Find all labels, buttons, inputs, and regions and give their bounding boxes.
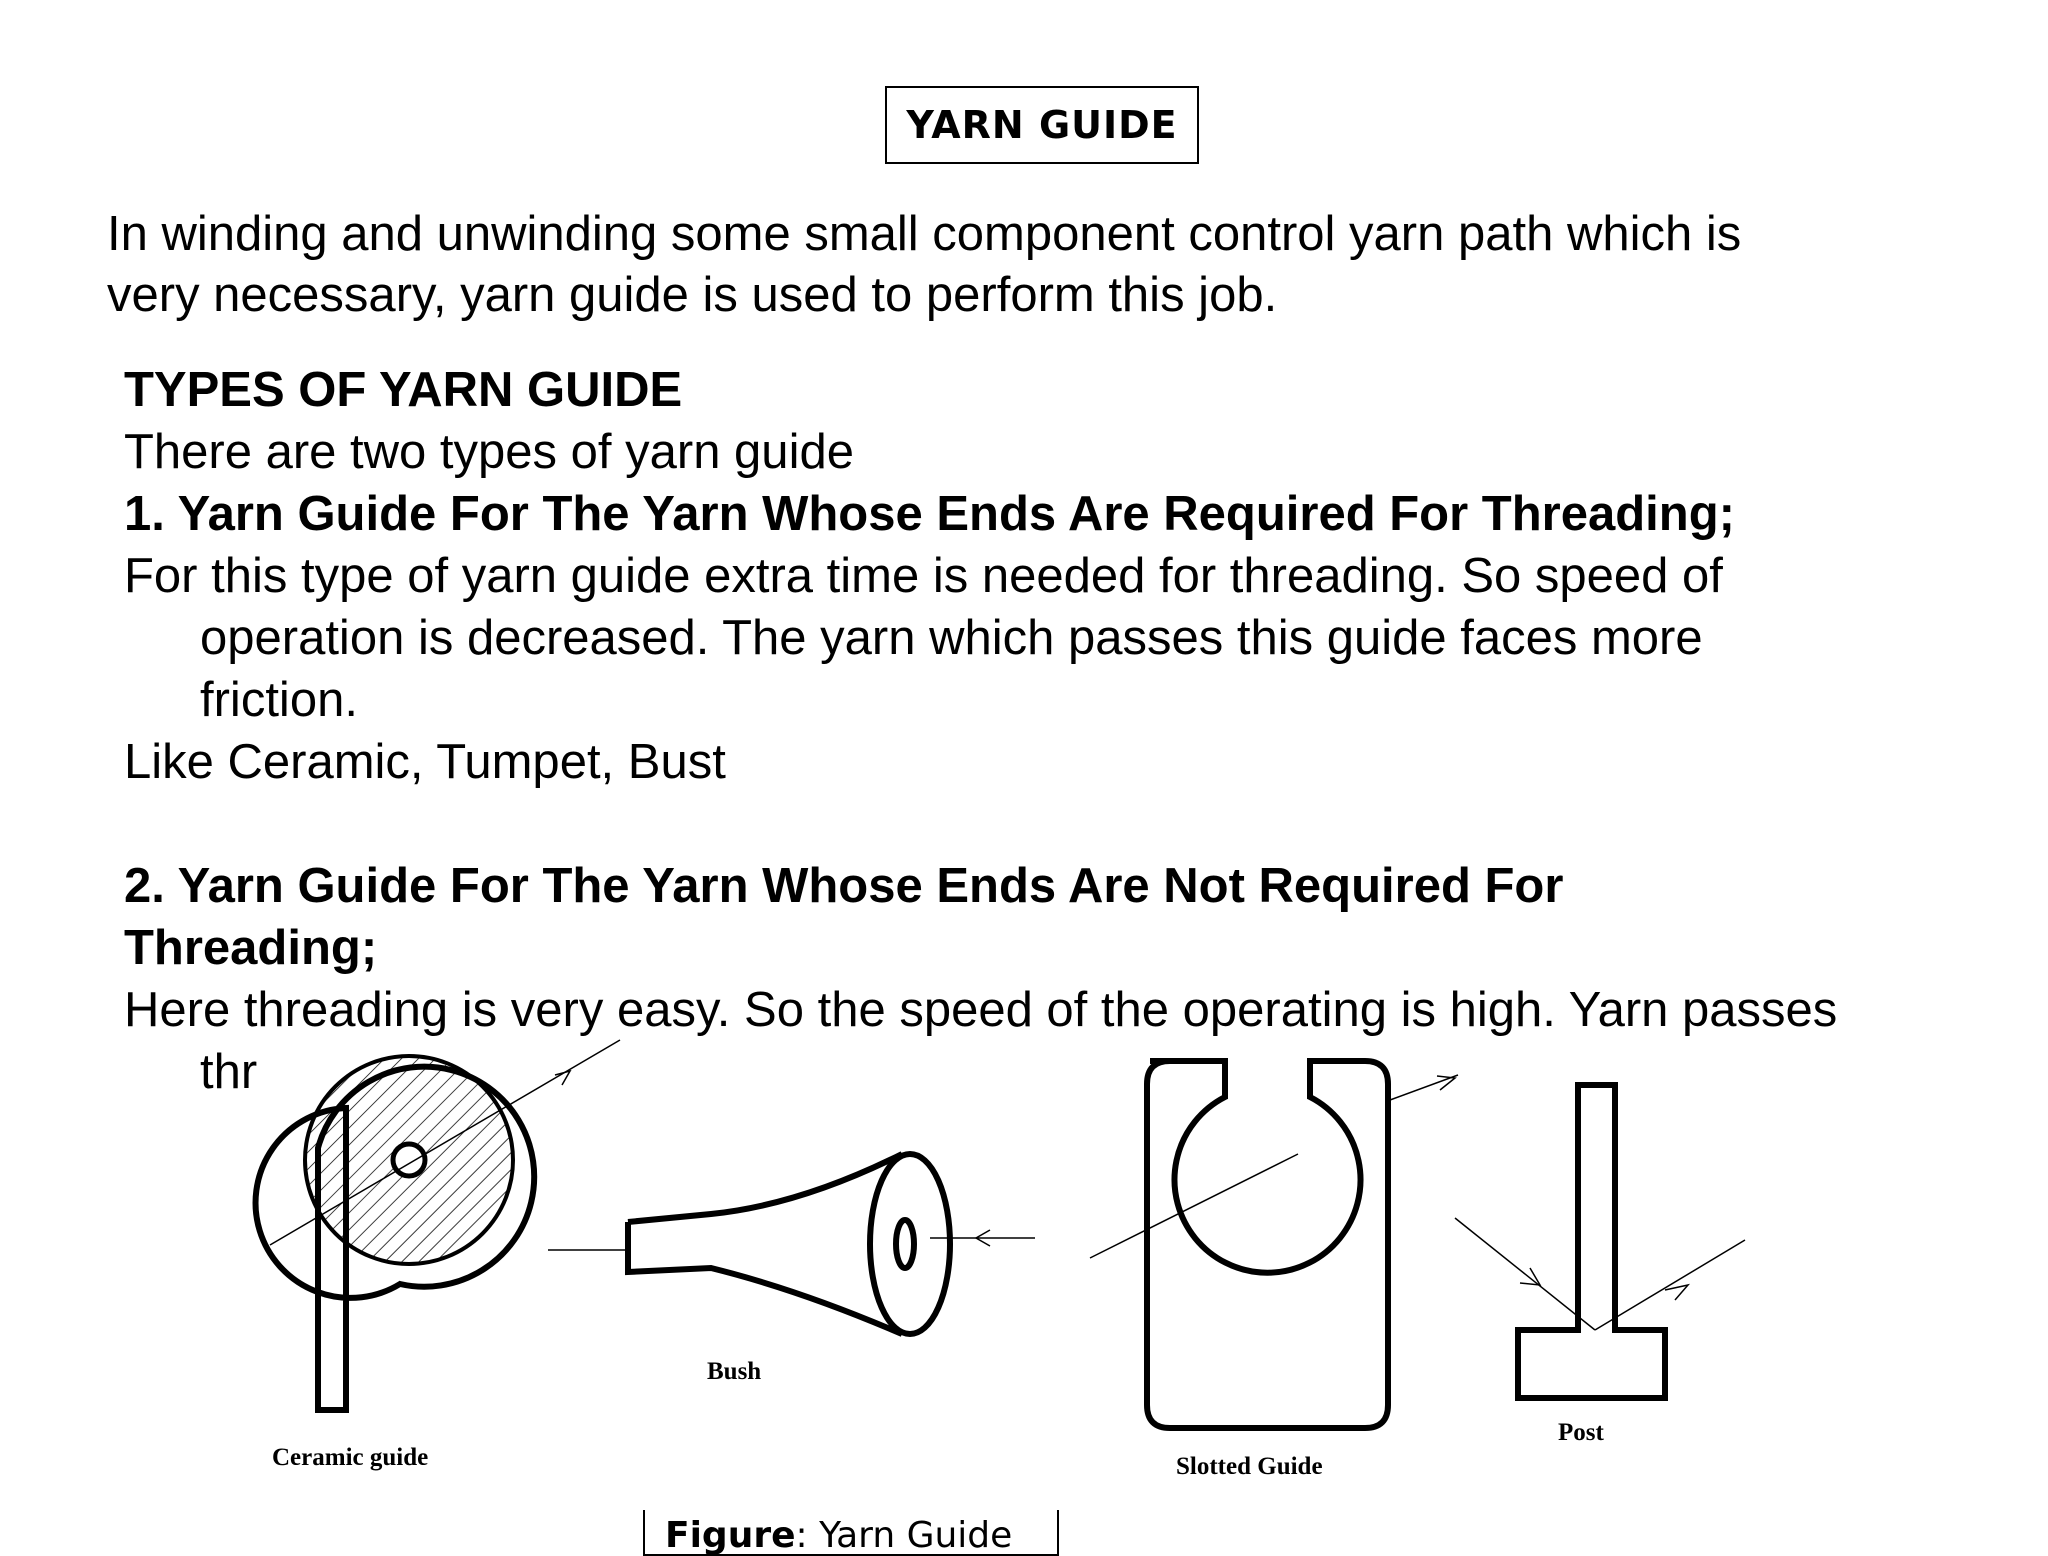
type1-body-line-2: operation is decreased. The yarn which passes this guide faces more (200, 611, 1703, 665)
type2-body-line-2: thr (200, 1045, 258, 1099)
figure-caption (643, 1510, 1059, 1556)
ceramic-guide-label: Ceramic guide (272, 1444, 429, 1471)
post-label: Post (1558, 1419, 1604, 1446)
type1-examples: Like Ceramic, Tumpet, Bust (124, 735, 726, 789)
types-heading: TYPES OF YARN GUIDE (124, 363, 683, 417)
figure-caption-prefix: Figure (665, 1515, 796, 1556)
intro-line-1: In winding and unwinding some small component control yarn path which is (107, 207, 1742, 261)
type1-body-line-1: For this type of yarn guide extra time is needed for threading. So speed of (124, 549, 1723, 603)
slotted-guide-label: Slotted Guide (1176, 1453, 1323, 1480)
figure-caption-text: : Yarn Guide (795, 1515, 1013, 1556)
intro-line-2: very necessary, yarn guide is used to perform this job. (107, 268, 1278, 322)
type2-body-line-1: Here threading is very easy. So the speed of the operating is high. Yarn passes (124, 983, 1838, 1037)
type1-body-line-3: friction. (200, 673, 358, 727)
page-title: YARN GUIDE (885, 86, 1199, 164)
bush-label: Bush (707, 1358, 762, 1385)
type2-heading-line-2: Threading; (124, 921, 378, 975)
type1-heading: 1. Yarn Guide For The Yarn Whose Ends Are Required For Threading; (124, 487, 1735, 541)
types-intro: There are two types of yarn guide (124, 425, 854, 479)
type2-heading-line-1: 2. Yarn Guide For The Yarn Whose Ends Are Not Required For (124, 859, 1564, 913)
